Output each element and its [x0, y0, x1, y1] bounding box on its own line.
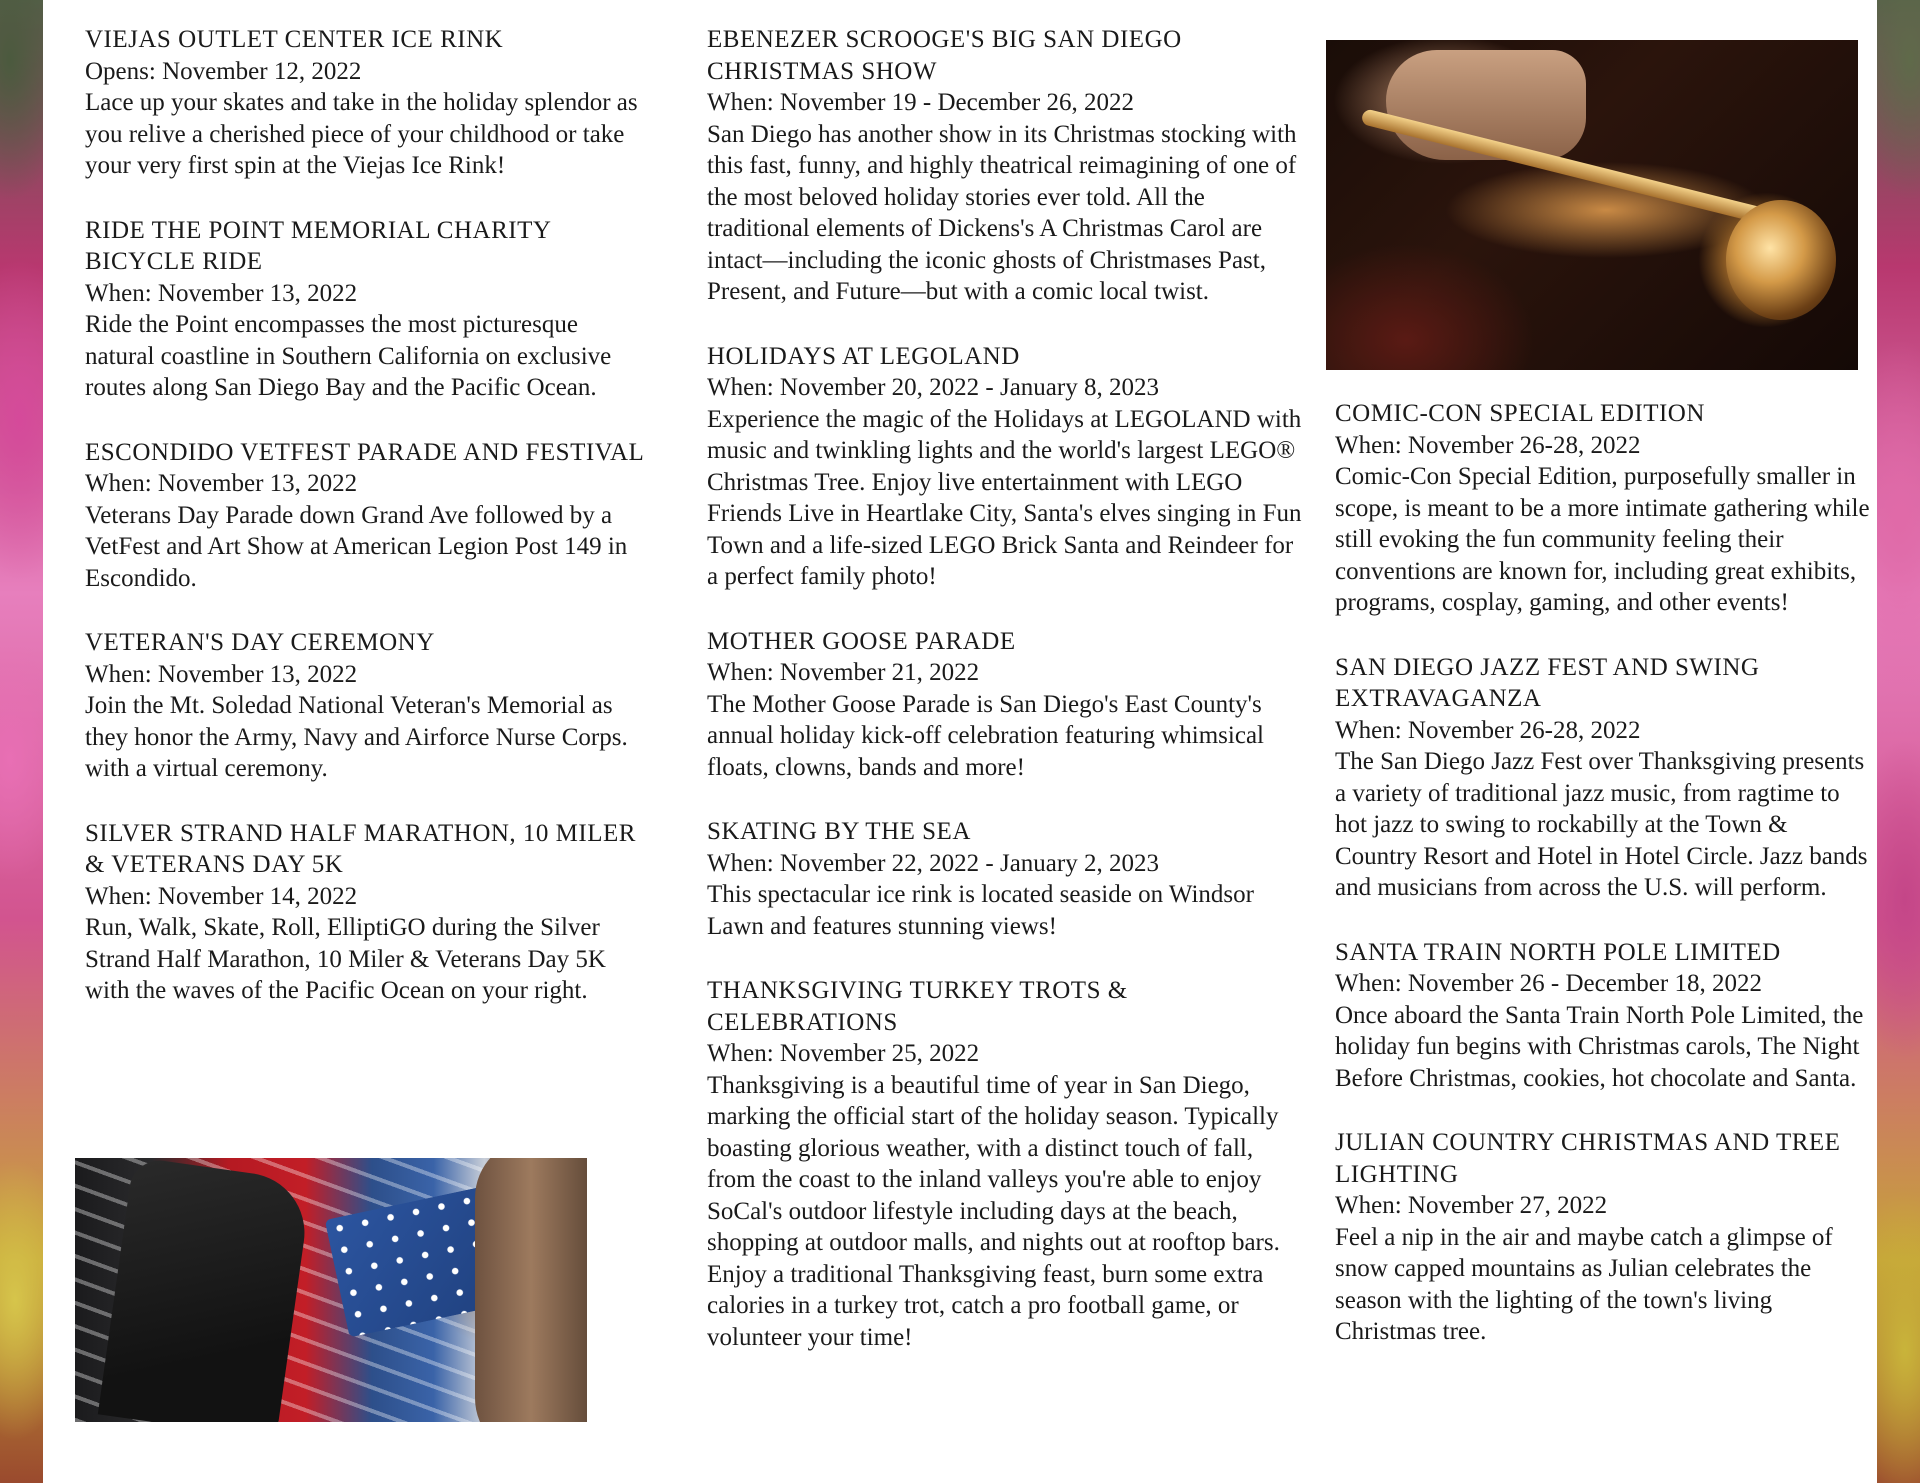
event-item: [85, 437, 650, 595]
event-title: RIDE THE POINT MEMORIAL CHARITY BICYCLE RIDE: [85, 216, 551, 275]
event-title: COMIC-CON SPECIAL EDITION: [1335, 400, 1705, 427]
event-title: SKATING BY THE SEA: [707, 818, 971, 845]
flag-photo: [75, 1158, 587, 1422]
event-description: Feel a nip in the air and maybe catch a glimpse of snow capped mountains as Julian celebrates the season with the lighting of the town's living Christmas tree.: [1335, 1223, 1833, 1345]
event-date: When: November 14, 2022: [85, 882, 358, 910]
event-item: [707, 341, 1307, 593]
event-item: [1335, 652, 1875, 904]
event-date: When: November 21, 2022: [707, 659, 980, 686]
event-date: When: November 27, 2022: [1335, 1192, 1608, 1219]
event-item: [1335, 1127, 1875, 1348]
event-item: [707, 975, 1307, 1353]
event-item: [707, 24, 1307, 308]
event-date: Opens: November 12, 2022: [85, 57, 362, 85]
event-date: When: November 13, 2022: [85, 470, 358, 497]
event-title: SAN DIEGO JAZZ FEST AND SWING EXTRAVAGANZA: [1335, 653, 1760, 712]
event-date: When: November 25, 2022: [707, 1040, 980, 1067]
event-description: Experience the magic of the Holidays at LEGOLAND with music and twinkling lights and the world's largest LEGO® Christmas Tree. Enjoy live entertainment with LEGO Friends Live in Heartlake City, Santa's elves singing in Fun Town and a life-sized LEGO Brick Santa and Reindeer for a perfect family photo!: [707, 405, 1302, 590]
column-middle: [707, 24, 1307, 1386]
event-title: JULIAN COUNTRY CHRISTMAS AND TREE LIGHTING: [1335, 1129, 1841, 1188]
event-date: When: November 20, 2022 - January 8, 2023: [707, 374, 1159, 401]
event-description: This spectacular ice rink is located seaside on Windsor Lawn and features stunning views!: [707, 881, 1254, 940]
event-item: [707, 626, 1307, 784]
event-date: When: November 26 - December 18, 2022: [1335, 970, 1762, 997]
column-right: [1335, 398, 1875, 1381]
trumpet-photo: [1326, 40, 1858, 370]
event-date: When: November 13, 2022: [85, 279, 358, 307]
event-title: VETERAN'S DAY CEREMONY: [85, 629, 435, 656]
event-title: ESCONDIDO VETFEST PARADE AND FESTIVAL: [85, 438, 645, 466]
event-description: Comic-Con Special Edition, purposefully smaller in scope, is meant to be a more intimate gathering while still evoking the fun community feeling their conventions are known for, including great exhibits, programs, cosplay, gaming, and other events!: [1335, 463, 1870, 616]
event-item: [1335, 937, 1875, 1095]
event-description: Ride the Point encompasses the most picturesque natural coastline in Southern California on exclusive routes along San Diego Bay and the Pacific Ocean.: [85, 311, 612, 401]
event-title: VIEJAS OUTLET CENTER ICE RINK: [85, 26, 504, 53]
event-description: Run, Walk, Skate, Roll, ElliptiGO during the Silver Strand Half Marathon, 10 Miler & Veterans Day 5K with the waves of the Pacific Ocean on your right.: [85, 914, 606, 1004]
event-item: [85, 627, 650, 785]
event-title: EBENEZER SCROOGE'S BIG SAN DIEGO CHRISTMAS SHOW: [707, 26, 1182, 85]
event-description: Join the Mt. Soledad National Veteran's Memorial as they honor the Army, Navy and Airforce Nurse Corps. with a virtual ceremony.: [85, 692, 628, 782]
event-title: HOLIDAYS AT LEGOLAND: [707, 342, 1020, 370]
event-date: When: November 26-28, 2022: [1335, 431, 1641, 459]
event-description: Veterans Day Parade down Grand Ave followed by a VetFest and Art Show at American Legion Post 149 in Escondido.: [85, 501, 628, 592]
event-description: The Mother Goose Parade is San Diego's East County's annual holiday kick-off celebration featuring whimsical floats, clowns, bands and more!: [707, 690, 1264, 781]
event-description: Thanksgiving is a beautiful time of year in San Diego, marking the official start of the holiday season. Typically boasting glorious weather, with a distinct touch of fall, from the coast to the inland valleys you're able to enjoy SoCal's outdoor lifestyle including days at the beach, shopping at outdoor malls, and nights out at rooftop bars. Enjoy a traditional Thanksgiving feast, burn some extra calories in a turkey trot, catch a pro football game, or volunteer your time!: [707, 1071, 1280, 1351]
trumpet-bell-graphic: [1726, 200, 1836, 320]
column-left: [85, 24, 650, 1040]
event-title: SANTA TRAIN NORTH POLE LIMITED: [1335, 938, 1781, 966]
event-description: Once aboard the Santa Train North Pole Limited, the holiday fun begins with Christmas carols, The Night Before Christmas, cookies, hot chocolate and Santa.: [1335, 1001, 1864, 1092]
event-date: When: November 13, 2022: [85, 660, 358, 688]
brochure-page: [43, 0, 1877, 1483]
event-item: [85, 24, 650, 182]
event-description: The San Diego Jazz Fest over Thanksgiving presents a variety of traditional jazz music, from ragtime to hot jazz to swing to rockabilly at the Town & Country Resort and Hotel in Hotel Circle. Jazz bands and musicians from across the U.S. will perform.: [1335, 748, 1868, 901]
event-item: [1335, 398, 1875, 619]
event-item: [707, 816, 1307, 942]
event-item: [85, 215, 650, 404]
event-title: MOTHER GOOSE PARADE: [707, 627, 1016, 655]
event-date: When: November 26-28, 2022: [1335, 716, 1641, 744]
event-description: San Diego has another show in its Christmas stocking with this fast, funny, and highly theatrical reimagining of one of the most beloved holiday stories ever told. All the traditional elements of Dickens's A Christmas Carol are intact—including the iconic ghosts of Christmases Past, Present, and Future—but with a comic local twist.: [707, 120, 1297, 305]
arm-graphic: [475, 1158, 587, 1422]
event-item: [85, 818, 650, 1007]
jacket-sleeve-graphic: [98, 1158, 312, 1422]
event-date: When: November 19 - December 26, 2022: [707, 89, 1134, 116]
event-title: THANKSGIVING TURKEY TROTS & CELEBRATIONS: [707, 977, 1128, 1036]
event-title: SILVER STRAND HALF MARATHON, 10 MILER & VETERANS DAY 5K: [85, 819, 636, 878]
event-date: When: November 22, 2022 - January 2, 2023: [707, 849, 1159, 877]
event-description: Lace up your skates and take in the holiday splendor as you relive a cherished piece of your childhood or take your very first spin at the Viejas Ice Rink!: [85, 89, 638, 179]
